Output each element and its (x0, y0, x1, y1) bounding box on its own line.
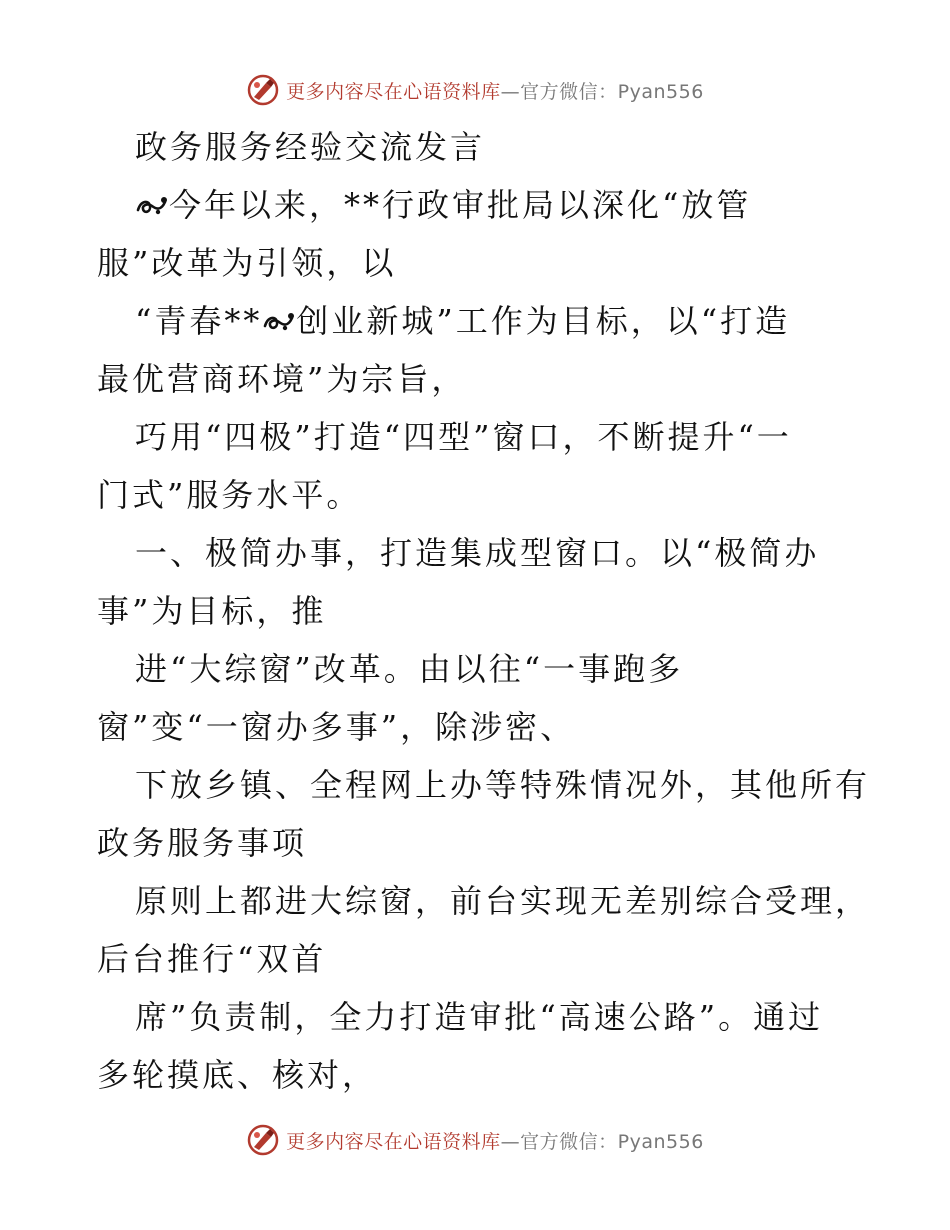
ornament-icon (135, 192, 169, 218)
paragraph-line: 门式”服务水平。 (97, 476, 362, 514)
paragraph-line: 政务服务事项 (97, 824, 308, 862)
line-prefix: “青春** (135, 302, 263, 340)
line-body: 今年以来，**行政审批局以深化“放管 (169, 186, 752, 224)
watermark-contact: 官方微信：Pyan556 (520, 80, 704, 103)
document-body (97, 118, 871, 1104)
watermark-text (286, 1127, 704, 1154)
paragraph-line: 下放乡镇、全程网上办等特殊情况外，其他所有 (135, 766, 871, 804)
header-watermark (0, 70, 950, 110)
paragraph-line: 最优营商环境”为宗旨， (97, 360, 467, 398)
watermark-contact: 官方微信：Pyan556 (520, 1130, 704, 1153)
paragraph-line: 后台推行“双首 (97, 940, 327, 978)
footer-watermark (0, 1120, 950, 1160)
paragraph-line: 原则上都进大综窗，前台实现无差别综合受理， (135, 882, 871, 920)
brand-logo-icon (246, 1123, 280, 1157)
paragraph-line (97, 176, 857, 234)
ornament-icon (262, 308, 296, 334)
paragraph-line (97, 292, 857, 350)
watermark-separator: — (500, 80, 521, 103)
watermark-text (286, 77, 704, 104)
paragraph-line: 多轮摸底、核对， (97, 1056, 378, 1094)
paragraph-line: 窗”变“一窗办多事”，除涉密、 (97, 708, 576, 746)
paragraph-line: 事”为目标，推 (97, 592, 327, 630)
paragraph-line: 服”改革为引领，以 (97, 244, 397, 282)
watermark-site: 更多内容尽在心语资料库 (286, 1130, 501, 1153)
watermark-separator: — (500, 1130, 521, 1153)
document-title: 政务服务经验交流发言 (135, 128, 486, 166)
section-heading-line: 一、极简办事，打造集成型窗口。以“极简办 (135, 534, 820, 572)
watermark-site: 更多内容尽在心语资料库 (286, 80, 501, 103)
paragraph-line: 巧用“四极”打造“四型”窗口，不断提升“一 (135, 418, 792, 456)
paragraph-line: 席”负责制，全力打造审批“高速公路”。通过 (135, 998, 824, 1036)
paragraph-line: 进“大综窗”改革。由以往“一事跑多 (135, 650, 684, 688)
line-body: 创业新城”工作为目标，以“打造 (296, 302, 791, 340)
brand-logo-icon (246, 73, 280, 107)
